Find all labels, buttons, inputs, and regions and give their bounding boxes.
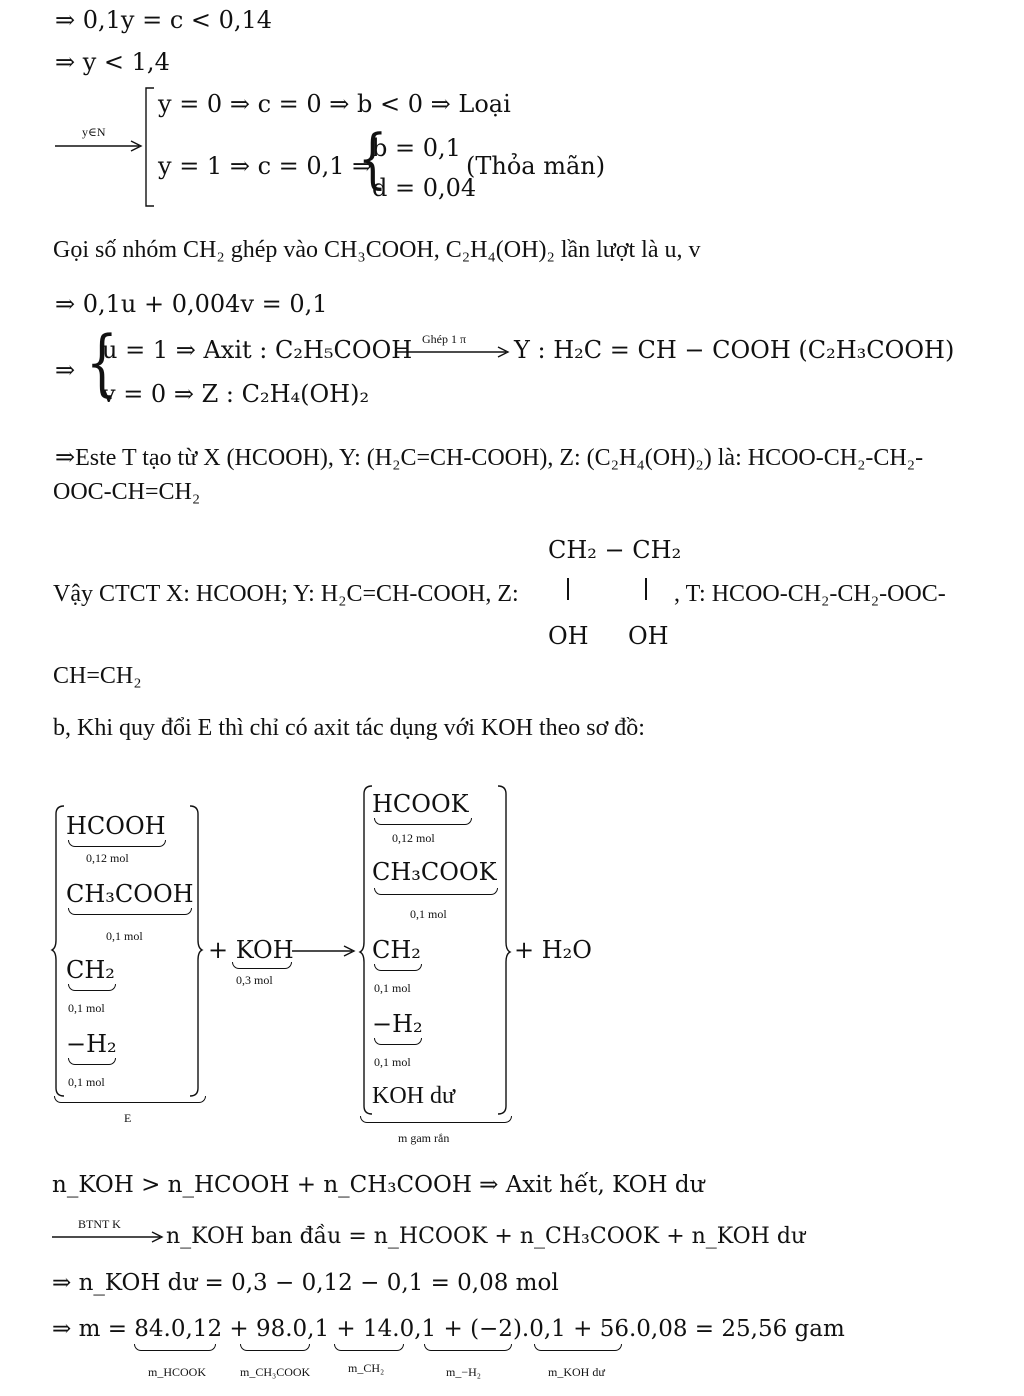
system-line-1b: Y : H₂C = CH − COOH (C₂H₃COOH) xyxy=(514,336,955,364)
calc-3: ⇒ n_KOH dư = 0,3 − 0,12 − 0,1 = 0,08 mol xyxy=(52,1270,559,1296)
left-item-3: CH₂ xyxy=(66,956,115,984)
oh-1: OH xyxy=(548,622,589,650)
calc-label-5: m_KOH dư xyxy=(548,1365,605,1379)
left-amount-2: 0,1 mol xyxy=(106,929,143,943)
bond-lines xyxy=(566,578,656,604)
ghep-label: Ghép 1 π xyxy=(422,332,467,346)
case-2-b: b = 0,1 xyxy=(372,134,461,162)
paragraph-2b: OOC-CH=CH₂ xyxy=(53,479,201,505)
line-2: ⇒ y < 1,4 xyxy=(55,48,170,76)
left-amount-4: 0,1 mol xyxy=(68,1075,105,1089)
arrow-icon xyxy=(55,138,145,152)
brace-icon: { xyxy=(86,320,118,405)
paragraph-1: Gọi số nhóm CH₂ ghép vào CH₃COOH, C₂H₄(OH)₂ lần lượt là u, v xyxy=(53,237,701,263)
arrow-icon xyxy=(292,944,360,958)
calc-label-3: m_CH₂ xyxy=(348,1361,385,1375)
right-item-3: CH₂ xyxy=(372,936,421,964)
calc-1: n_KOH > n_HCOOH + n_CH₃COOH ⇒ Axit hết, KOH dư xyxy=(52,1172,705,1198)
case-2: y = 1 ⇒ c = 0,1 ⇒ xyxy=(158,152,373,180)
arrow-icon xyxy=(52,1230,168,1244)
right-item-1: HCOOK xyxy=(372,790,469,818)
right-item-5: KOH dư xyxy=(372,1083,456,1109)
reagent: + KOH xyxy=(208,936,294,964)
paragraph-3b: , T: HCOO-CH₂-CH₂-OOC- xyxy=(674,581,946,607)
left-amount-1: 0,12 mol xyxy=(86,851,129,865)
reagent-amount: 0,3 mol xyxy=(236,973,273,987)
bracket-icon xyxy=(144,86,156,210)
right-item-2: CH₃COOK xyxy=(372,858,497,886)
paragraph-5: b, Khi quy đổi E thì chỉ có axit tác dụng với KOH theo sơ đồ: xyxy=(53,715,645,741)
paragraph-4: CH=CH₂ xyxy=(53,663,142,689)
paragraph-3: Vậy CTCT X: HCOOH; Y: H₂C=CH-COOH, Z: xyxy=(53,581,519,607)
right-amount-2: 0,1 mol xyxy=(410,907,447,921)
right-amount-1: 0,12 mol xyxy=(392,831,435,845)
right-item-4: −H₂ xyxy=(372,1010,423,1038)
line-1: ⇒ 0,1y = c < 0,14 xyxy=(55,6,273,34)
brace-icon: { xyxy=(358,120,388,196)
paragraph-2: ⇒Este T tạo từ X (HCOOH), Y: (H₂C=CH-COOH), Z: (C₂H₄(OH)₂) là: HCOO-CH₂-CH₂- xyxy=(55,445,924,471)
left-amount-3: 0,1 mol xyxy=(68,1001,105,1015)
oh-2: OH xyxy=(628,622,669,650)
right-label: m gam rắn xyxy=(398,1131,450,1145)
calc-label-2: m_CH₃COOK xyxy=(240,1365,311,1379)
case-2-note: (Thỏa mãn) xyxy=(466,152,606,180)
system-line-1: u = 1 ⇒ Axit : C₂H₅COOH xyxy=(102,336,413,364)
calc-label-4: m_−H₂ xyxy=(446,1365,481,1379)
case-label: y∈N xyxy=(82,125,106,139)
implies-icon: ⇒ xyxy=(55,356,76,384)
left-item-1: HCOOH xyxy=(66,812,166,840)
right-amount-3: 0,1 mol xyxy=(374,981,411,995)
case-2-d: d = 0,04 xyxy=(372,174,477,202)
z-formula-top: CH₂ − CH₂ xyxy=(548,536,682,564)
case-1: y = 0 ⇒ c = 0 ⇒ b < 0 ⇒ Loại xyxy=(158,90,511,118)
calc-4: ⇒ m = 84.0,12 + 98.0,1 + 14.0,1 + (−2).0,1 + 56.0,08 = 25,56 gam xyxy=(52,1316,845,1342)
product: + H₂O xyxy=(514,936,592,964)
left-item-4: −H₂ xyxy=(66,1030,117,1058)
left-label: E xyxy=(124,1111,132,1125)
btnt-label: BTNT K xyxy=(78,1217,121,1231)
system-line-2: v = 0 ⇒ Z : C₂H₄(OH)₂ xyxy=(102,380,370,408)
calc-label-1: m_HCOOK xyxy=(148,1365,207,1379)
equation-1: ⇒ 0,1u + 0,004v = 0,1 xyxy=(55,290,328,318)
left-item-2: CH₃COOH xyxy=(66,880,194,908)
calc-2: n_KOH ban đầu = n_HCOOK + n_CH₃COOK + n_KOH dư xyxy=(166,1224,806,1249)
right-amount-4: 0,1 mol xyxy=(374,1055,411,1069)
arrow-icon xyxy=(396,346,512,358)
